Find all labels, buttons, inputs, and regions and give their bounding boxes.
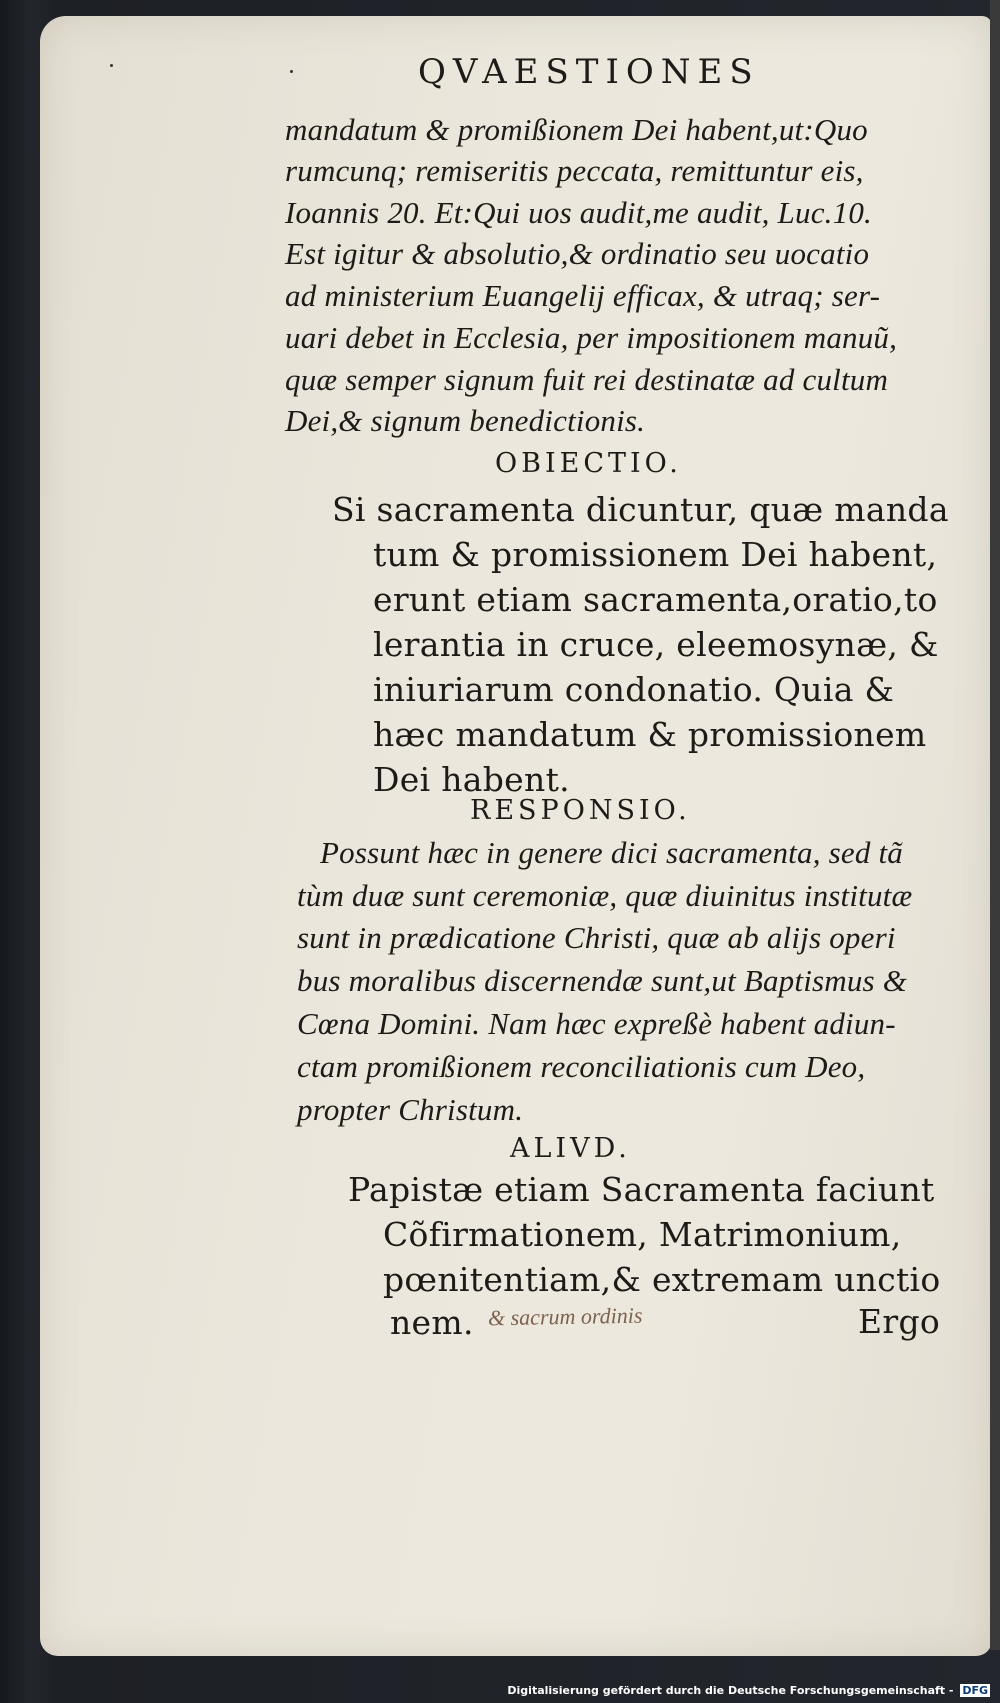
section-heading-objectio: OBIECTIO. (495, 448, 682, 479)
text-line: Dei habent. (373, 760, 570, 799)
handwritten-annotation: & sacrum ordinis (487, 1302, 643, 1331)
text-line: tum & promissionem Dei habent, (373, 535, 938, 574)
text-line: lerantia in cruce, eleemosynæ, & (373, 625, 939, 664)
speck (110, 64, 113, 67)
text-line: mandatum & promißionem Dei habent,ut:Quo (285, 112, 868, 147)
book-spine (990, 0, 1000, 1650)
text-line: sunt in prædicatione Christi, quæ ab alijs operi (297, 920, 896, 955)
text-line: bus moralibus discernendæ sunt,ut Baptismus & (297, 963, 908, 998)
text-line: Papistæ etiam Sacramenta faciunt (348, 1170, 935, 1209)
text-line: hæc mandatum & promissionem (373, 715, 927, 754)
text-line: iniuriarum condonatio. Quia & (373, 670, 895, 709)
catchword: Ergo (858, 1302, 941, 1341)
dfg-logo-icon: DFG (962, 1684, 988, 1697)
text-line: Cõfirmationem, Matrimonium, (383, 1215, 902, 1254)
text-line: Si sacramenta dicuntur, quæ manda (332, 490, 949, 529)
text-line: uari debet in Ecclesia, per impositionem manuũ, (285, 320, 898, 355)
speck (290, 70, 293, 73)
section-heading-aliud: ALIVD. (510, 1133, 631, 1164)
text-line: tùm duæ sunt ceremoniæ, quæ diuinitus institutæ (297, 878, 913, 913)
text-line: Est igitur & absolutio,& ordinatio seu uocatio (285, 236, 870, 271)
text-line: ctam promißionem reconciliationis cum Deo, (297, 1049, 866, 1084)
text-line: Possunt hæc in genere dici sacramenta, sed tã (320, 835, 903, 870)
running-header: QVAESTIONES (418, 52, 760, 92)
footer-credit (507, 1684, 990, 1697)
text-line: Ioannis 20. Et:Qui uos audit,me audit, Luc.10. (285, 195, 872, 230)
text-line: Cœna Domini. Nam hæc expreßè habent adiun- (297, 1006, 896, 1041)
text-line: ad ministerium Euangelij efficax, & utraq; ser- (285, 278, 881, 313)
footer-text: Digitalisierung gefördert durch die Deutsche Forschungsgemeinschaft - (507, 1684, 954, 1697)
text-line: quæ semper signum fuit rei destinatæ ad cultum (285, 362, 889, 397)
text-line: nem. (390, 1303, 474, 1342)
text-line: erunt etiam sacramenta,oratio,to (373, 580, 938, 619)
text-line: propter Christum. (297, 1092, 524, 1127)
text-line: Dei,& signum benedictionis. (285, 403, 646, 438)
section-heading-responsio: RESPONSIO. (470, 795, 691, 826)
text-line: pœnitentiam,& extremam unctio (383, 1260, 941, 1299)
text-line: rumcunq; remiseritis peccata, remittuntur eis, (285, 153, 864, 188)
